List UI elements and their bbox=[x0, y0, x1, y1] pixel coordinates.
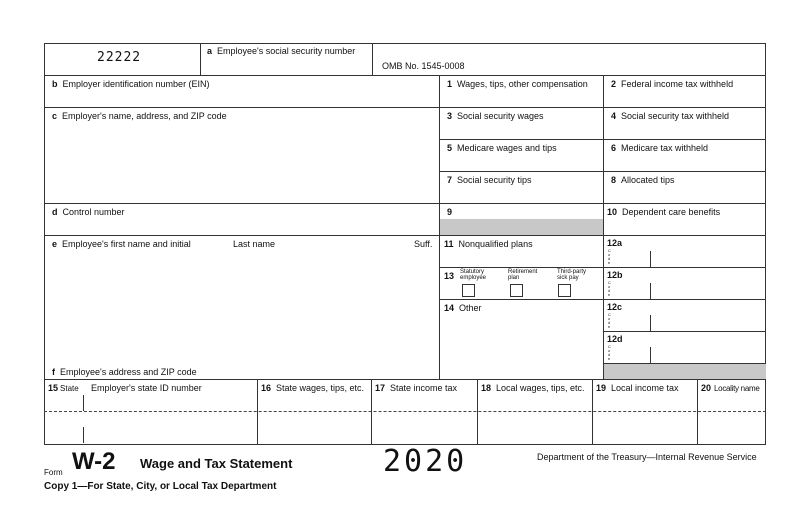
box-13-label: 13 bbox=[444, 271, 455, 281]
letter-a: a bbox=[207, 46, 213, 56]
ssn-label: Employee's social security number bbox=[217, 46, 356, 56]
box-5-label: 5 Medicare wages and tips bbox=[447, 143, 557, 153]
retirement-plan-label: Retirement plan bbox=[508, 269, 538, 281]
box-20-label: 20 Locality name bbox=[701, 383, 760, 393]
box-12b-label: 12b bbox=[607, 270, 623, 280]
box-11-label: 11 Nonqualified plans bbox=[444, 239, 533, 249]
col-line-18 bbox=[592, 379, 593, 445]
statutory-employee-label: Statutory employee bbox=[460, 269, 487, 281]
box-15-state-id-label: Employer's state ID number bbox=[91, 383, 202, 393]
box-12c-label: 12c bbox=[607, 302, 623, 312]
box-17-label: 17 State income tax bbox=[375, 383, 458, 393]
field-e-suffix-label: Suff. bbox=[414, 239, 433, 249]
box-8-label: 8 Allocated tips bbox=[611, 175, 675, 185]
department-line: Department of the Treasury—Internal Revenue Service bbox=[537, 452, 757, 462]
box-10-label: 10 Dependent care benefits bbox=[607, 207, 721, 217]
row-line-12c bbox=[603, 331, 766, 332]
col-line-19 bbox=[697, 379, 698, 445]
field-e-last-label: Last name bbox=[233, 239, 276, 249]
third-party-sick-pay-checkbox[interactable] bbox=[558, 284, 571, 297]
box-12b-divider bbox=[650, 283, 651, 299]
control-code: 22222 bbox=[97, 50, 142, 65]
col-line-right bbox=[603, 75, 604, 379]
dashed-separator bbox=[44, 411, 766, 412]
field-a-ssn-label bbox=[207, 46, 355, 57]
field-f-label: f Employee's address and ZIP code bbox=[52, 367, 197, 377]
box-9-shaded bbox=[440, 219, 603, 235]
box-12d-label: 12d bbox=[607, 334, 623, 344]
row-line-13 bbox=[439, 299, 603, 300]
copy-line: Copy 1—For State, City, or Local Tax Department bbox=[44, 481, 277, 492]
box-12c-divider bbox=[650, 315, 651, 331]
row-line-d bbox=[44, 235, 766, 236]
box-12-shaded bbox=[604, 364, 766, 379]
col-line-ssn-left bbox=[200, 43, 201, 75]
box-18-label: 18 Local wages, tips, etc. bbox=[481, 383, 585, 393]
row-line-12b bbox=[603, 299, 766, 300]
field-b-label: b Employer identification number (EIN) bbox=[52, 79, 210, 89]
statutory-employee-checkbox[interactable] bbox=[462, 284, 475, 297]
form-name: W-2 bbox=[72, 448, 116, 475]
box-15-label: 15 State bbox=[48, 383, 79, 393]
row-line-state bbox=[44, 379, 766, 380]
box-16-label: 16 State wages, tips, etc. bbox=[261, 383, 365, 393]
box-12a-code-label: Code bbox=[608, 248, 611, 265]
box-12a-divider bbox=[650, 251, 651, 267]
state-id-divider-bottom bbox=[83, 427, 84, 443]
form-title: Wage and Tax Statement bbox=[140, 456, 293, 471]
col-line-16 bbox=[371, 379, 372, 445]
third-party-sick-pay-label: Third-party sick pay bbox=[557, 269, 587, 281]
state-id-divider-top bbox=[83, 395, 84, 411]
row-line-c bbox=[44, 203, 766, 204]
box-1-label: 1 Wages, tips, other compensation bbox=[447, 79, 588, 89]
box-19-label: 19 Local income tax bbox=[596, 383, 679, 393]
tax-year: 2020 bbox=[383, 444, 468, 479]
field-c-label: c Employer's name, address, and ZIP code bbox=[52, 111, 227, 121]
box-4-label: 4 Social security tax withheld bbox=[611, 111, 730, 121]
form-word: Form bbox=[44, 468, 63, 477]
box-7-label: 7 Social security tips bbox=[447, 175, 532, 185]
box-12a-label: 12a bbox=[607, 238, 623, 248]
box-12b-code-label: Code bbox=[608, 280, 611, 297]
col-line-ssn-right bbox=[372, 43, 373, 75]
box-6-label: 6 Medicare tax withheld bbox=[611, 143, 709, 153]
box-12d-code-label: Code bbox=[608, 344, 611, 361]
box-2-label: 2 Federal income tax withheld bbox=[611, 79, 734, 89]
box-12d-divider bbox=[650, 347, 651, 363]
field-e-first-label: e Employee's first name and initial bbox=[52, 239, 191, 249]
omb-number: OMB No. 1545-0008 bbox=[382, 61, 465, 71]
row-line-b bbox=[44, 107, 766, 108]
retirement-plan-checkbox[interactable] bbox=[510, 284, 523, 297]
row-line-top bbox=[44, 75, 766, 76]
field-d-label: d Control number bbox=[52, 207, 125, 217]
box-12c-code-label: Code bbox=[608, 312, 611, 329]
box-3-label: 3 Social security wages bbox=[447, 111, 544, 121]
box-14-label: 14 Other bbox=[444, 303, 482, 313]
col-line-15 bbox=[257, 379, 258, 445]
box-9-label: 9 bbox=[447, 207, 453, 217]
col-line-17 bbox=[477, 379, 478, 445]
